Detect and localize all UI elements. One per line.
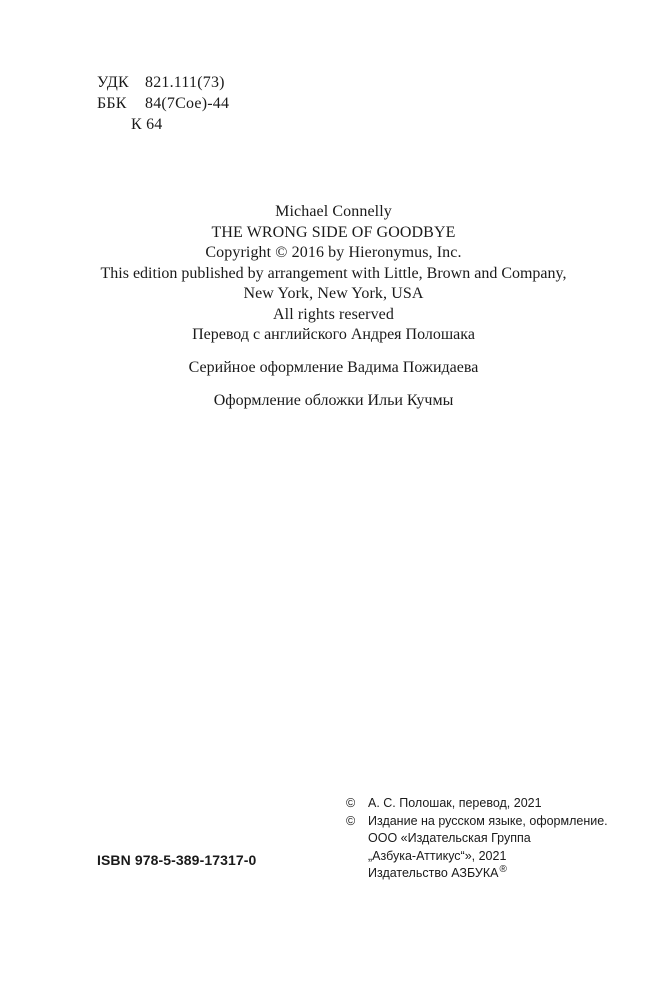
imprint-line bbox=[346, 865, 608, 883]
russian-credits bbox=[0, 325, 667, 424]
lbc-code: ББК bbox=[97, 95, 127, 112]
series-design-credit: Серийное оформление Вадима Пожидаева bbox=[188, 359, 479, 376]
lbc-value: 84(7Сое)-44 bbox=[145, 95, 230, 112]
udc-value: 821.111(73) bbox=[145, 74, 225, 91]
cover-design-credit: Оформление обложки Ильи Кучмы bbox=[213, 392, 454, 409]
original-copyright: Copyright © 2016 by Hieronymus, Inc. bbox=[205, 244, 462, 261]
edition-notice: Издание на русском языке, оформление. bbox=[368, 813, 608, 828]
publisher-line1: ООО «Издательская Группа bbox=[368, 831, 531, 845]
author-sign: К 64 bbox=[131, 116, 163, 133]
copyright-symbol: © bbox=[346, 796, 356, 810]
registered-mark: ® bbox=[499, 863, 507, 875]
author-sign-row bbox=[97, 114, 229, 135]
translation-credit: Перевод с английского Андрея Полошака bbox=[192, 326, 475, 343]
udc-code: УДК bbox=[97, 74, 129, 91]
isbn: ISBN 978-5-389-17317-0 bbox=[97, 852, 257, 868]
translation-notice-row bbox=[346, 795, 608, 813]
copyright-notices bbox=[346, 795, 608, 883]
edition-notice-line1: This edition published by arrangement with Little, Brown and Company, bbox=[100, 264, 567, 282]
classification-block bbox=[97, 72, 229, 135]
copyright-symbol: © bbox=[346, 813, 356, 828]
translation-notice: А. С. Полошак, перевод, 2021 bbox=[368, 796, 542, 810]
original-title: THE WRONG SIDE OF GOODBYE bbox=[211, 223, 456, 241]
original-author: Michael Connelly bbox=[275, 203, 392, 220]
rights-notice: All rights reserved bbox=[273, 305, 394, 323]
edition-notice-line2: New York, New York, USA bbox=[243, 285, 424, 302]
edition-notice-row bbox=[346, 813, 608, 831]
udc-row bbox=[97, 72, 229, 93]
imprint-name: Издательство АЗБУКА bbox=[368, 866, 499, 880]
original-credits bbox=[0, 202, 667, 325]
lbc-row bbox=[97, 93, 229, 114]
publisher-line2: „Азбука-Аттикус“», 2021 bbox=[368, 848, 507, 863]
